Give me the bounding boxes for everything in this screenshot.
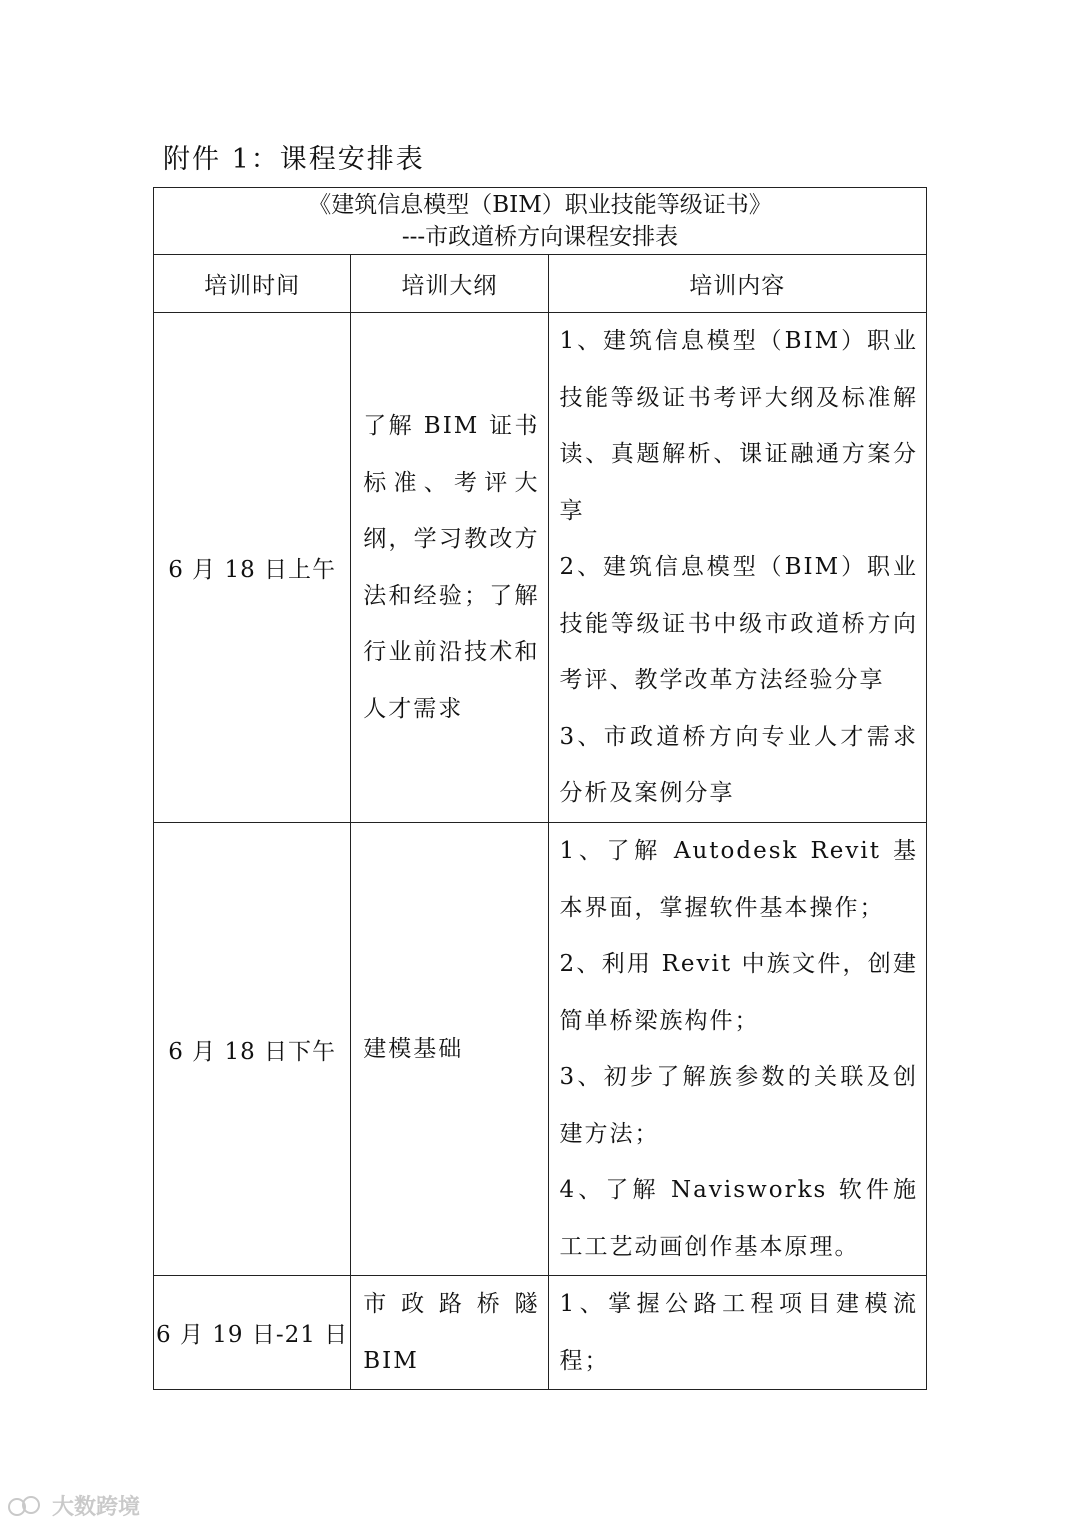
watermark-text: 大数跨境 [52,1495,141,1520]
table-title [154,188,927,255]
content-item: 1、了解 Autodesk Revit 基本界面，掌握软件基本操作； [559,838,918,921]
table-row [154,823,927,1276]
content-item: 2、建筑信息模型（BIM）职业技能等级证书中级市政道桥方向考评、教学改革方法经验分享 [559,554,918,694]
row-content [548,823,927,1276]
watermark [8,1490,140,1521]
row-content [548,313,927,823]
header-time: 培训时间 [154,255,351,313]
header-content: 培训内容 [548,255,927,313]
content-item: 4、了解 Navisworks 软件施工工艺动画创作基本原理。 [559,1177,918,1260]
watermark-logo-icon [8,1494,46,1518]
schedule-table [153,187,927,1390]
row-content [548,1276,927,1390]
table-row [154,313,927,823]
row-time: 6 月 19 日-21 日 [154,1276,351,1390]
row-time: 6 月 18 日上午 [154,313,351,823]
content-item: 3、市政道桥方向专业人才需求分析及案例分享 [559,723,918,807]
row-time: 6 月 18 日下午 [154,823,351,1276]
header-outline: 培训大纲 [351,255,548,313]
table-row [154,1276,927,1390]
table-header-row [154,255,927,313]
table-title-row [154,188,927,255]
row-outline: 市政路桥隧 BIM [351,1276,548,1390]
page-heading: 附件 1：课程安排表 [163,144,425,175]
table-title-line2: ---市政道桥方向课程安排表 [401,224,679,250]
row-outline: 了解 BIM 证书标准、考评大纲，学习教改方法和经验；了解行业前沿技术和人才需求 [351,313,548,823]
content-item: 3、初步了解族参数的关联及创建方法； [559,1064,918,1147]
content-item: 1、建筑信息模型（BIM）职业技能等级证书考评大纲及标准解读、真题解析、课证融通方案分享 [559,328,918,524]
content-item: 1、掌握公路工程项目建模流程； [559,1291,918,1374]
table-title-line1: 《建筑信息模型（BIM）职业技能等级证书》 [308,192,772,218]
row-outline: 建模基础 [351,823,548,1276]
content-item: 2、利用 Revit 中族文件，创建简单桥梁族构件； [559,951,918,1034]
